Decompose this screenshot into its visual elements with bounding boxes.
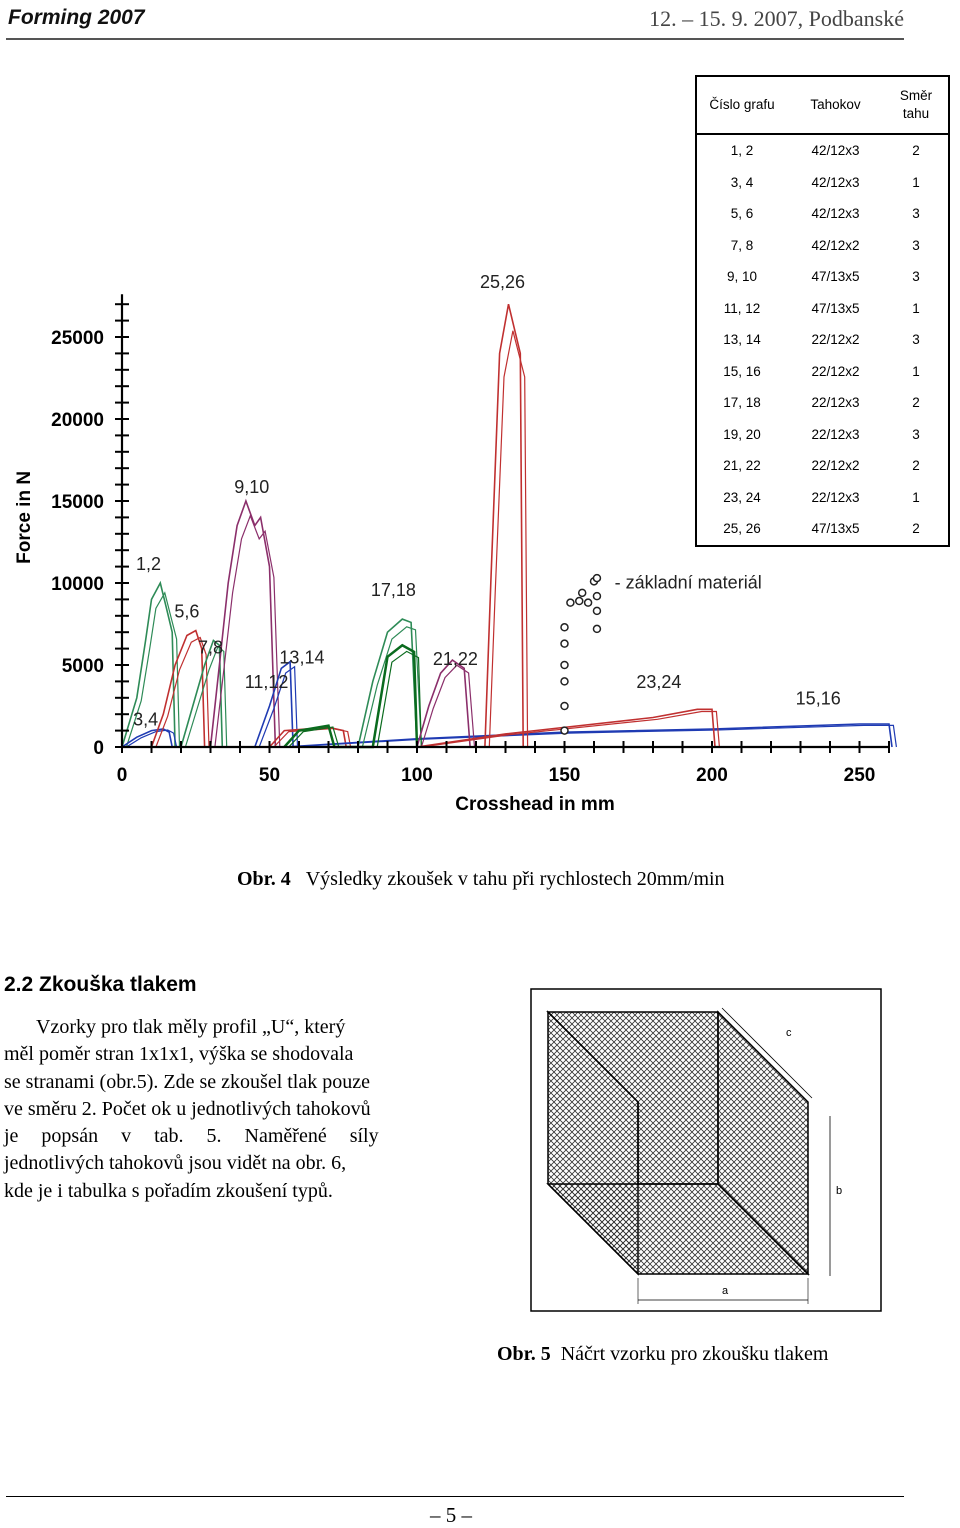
x-tick-label: 100 — [401, 765, 433, 786]
table-cell: 22/12x2 — [811, 458, 860, 474]
table-cell: 3 — [912, 206, 920, 222]
x-tick-label: 50 — [258, 765, 281, 786]
table-row — [696, 134, 949, 167]
figure-5-caption — [497, 1343, 828, 1366]
table-cell: 47/13x5 — [811, 521, 860, 537]
table-row — [696, 167, 949, 199]
series-label: 11,12 — [244, 671, 289, 692]
base-material-point — [567, 599, 574, 606]
table-cell: 15, 16 — [723, 363, 761, 379]
x-tick-label: 0 — [116, 765, 128, 786]
table-cell: 1, 2 — [730, 143, 754, 159]
y-tick-label: 25000 — [51, 328, 104, 349]
legend-marker-point — [593, 575, 600, 582]
base-material-point — [561, 727, 568, 734]
dimension-b-label: b — [836, 1185, 843, 1197]
series-label: 1,2 — [136, 553, 162, 574]
table-cell: 3 — [912, 269, 920, 285]
y-tick-label: 20000 — [51, 410, 104, 431]
table-cell: 3 — [912, 332, 920, 348]
body-line: ve směru 2. Počet ok u jednotlivých tahokovů — [4, 1097, 371, 1120]
logo-text: Forming 2007 — [8, 6, 145, 29]
x-tick-label: 200 — [696, 765, 728, 786]
col-header-tahokov: Tahokov — [787, 76, 884, 134]
base-material-point — [593, 625, 600, 632]
dimension-c-label: c — [786, 1027, 792, 1039]
x-axis-label: Crosshead in mm — [455, 794, 615, 815]
table-cell: 17, 18 — [723, 395, 761, 411]
series-label: 17,18 — [370, 580, 416, 601]
table-cell: 42/12x3 — [811, 206, 860, 222]
series-label: 21,22 — [432, 649, 478, 669]
series-line-pair-9-10 — [215, 516, 280, 747]
table-cell: 1 — [912, 174, 920, 190]
table-header-row — [696, 76, 949, 134]
table-cell: 11, 12 — [723, 300, 761, 316]
table-cell: 3, 4 — [730, 174, 754, 190]
base-material-point — [593, 607, 600, 614]
header-date-place: 12. – 15. 9. 2007, Podbanské — [649, 6, 904, 31]
table-cell: 47/13x5 — [811, 300, 860, 316]
table-cell: 47/13x5 — [811, 269, 860, 285]
y-tick-label: 5000 — [61, 656, 104, 677]
table-cell: 22/12x3 — [811, 489, 860, 505]
base-material-point — [576, 598, 583, 605]
table-cell: 3 — [912, 237, 920, 253]
table-cell: 42/12x3 — [811, 143, 860, 159]
y-axis-label: Force in N — [14, 470, 35, 564]
table-cell: 42/12x2 — [811, 237, 860, 253]
chart-series-labels-group — [133, 272, 841, 730]
table-cell: 42/12x3 — [811, 174, 860, 190]
figure-5-text: Náčrt vzorku pro zkoušku tlakem — [560, 1343, 829, 1365]
series-label: 25,26 — [480, 271, 526, 292]
table-cell: 1 — [912, 363, 920, 379]
table-cell: 1 — [912, 300, 920, 316]
chart-series-group — [122, 304, 896, 747]
col-header-graph-number: Číslo grafu — [696, 76, 787, 134]
table-cell: 2 — [912, 458, 920, 474]
x-tick-label: 250 — [843, 765, 876, 786]
series-line-25-26 — [485, 304, 523, 747]
figure-5-number: Obr. 5 — [497, 1343, 551, 1365]
table-cell: 2 — [912, 143, 920, 159]
base-material-point — [561, 678, 568, 685]
table-cell: 22/12x3 — [811, 426, 860, 442]
x-tick-label: 150 — [548, 765, 581, 786]
body-line: měl poměr stran 1x1x1, výška se shodovala — [4, 1043, 354, 1066]
body-line: Vzorky pro tlak měly profil „U“, který — [36, 1016, 346, 1038]
body-line: jednotlivých tahokovů jsou vidět na obr. 6, — [4, 1152, 347, 1175]
series-label: 13,14 — [279, 647, 325, 668]
body-line: kde je i tabulka s pořadím zkoušení typů. — [4, 1179, 333, 1202]
table-cell: 21, 22 — [723, 458, 761, 474]
legend-note: - základní materiál — [614, 572, 762, 593]
table-cell: 13, 14 — [723, 332, 761, 348]
base-material-point — [593, 593, 600, 600]
table-cell: 1 — [912, 489, 920, 505]
table-row — [696, 198, 949, 230]
base-material-point — [561, 703, 568, 710]
y-tick-label: 15000 — [51, 492, 104, 513]
base-material-point — [561, 624, 568, 631]
y-tick-label: 10000 — [51, 574, 104, 595]
table-cell: 22/12x3 — [811, 395, 860, 411]
series-label: 5,6 — [174, 601, 200, 622]
base-material-point — [579, 589, 586, 596]
section-body — [4, 1014, 440, 1205]
base-material-point — [585, 599, 592, 606]
table-cell: 2 — [912, 521, 920, 537]
base-material-point — [561, 662, 568, 669]
table-cell: 23, 24 — [723, 489, 761, 505]
base-material-points-group — [561, 573, 762, 734]
series-label: 3,4 — [133, 709, 159, 730]
table-cell: 2 — [912, 395, 920, 411]
body-line: je popsán v tab. 5. Naměřené síly — [4, 1125, 379, 1148]
footer-divider — [6, 1496, 904, 1497]
series-label: 23,24 — [636, 671, 682, 692]
figure-4-caption — [237, 868, 725, 891]
y-tick-label: 0 — [93, 738, 104, 759]
table-cell: 5, 6 — [730, 206, 754, 222]
table-cell: 3 — [912, 426, 920, 442]
series-label: 9,10 — [234, 476, 270, 497]
dimension-a-label: a — [722, 1285, 729, 1297]
series-label: 7,8 — [197, 637, 224, 658]
header-divider — [6, 38, 904, 40]
specimen-sketch — [530, 988, 882, 1312]
table-cell: 19, 20 — [723, 426, 761, 442]
table-cell: 22/12x2 — [811, 332, 860, 348]
table-cell: 7, 8 — [730, 237, 754, 253]
series-line-9-10 — [211, 501, 276, 747]
section-heading: 2.2 Zkouška tlakem — [4, 973, 197, 996]
base-material-point — [561, 640, 568, 647]
table-cell: 25, 26 — [723, 521, 761, 537]
col-header-direction: Směr tahu — [884, 76, 949, 134]
figure-4-number: Obr. 4 — [237, 868, 291, 890]
figure-4-text: Výsledky zkoušek v tahu při rychlostech 20mm/min — [305, 868, 725, 890]
series-label: 15,16 — [795, 688, 841, 709]
tensile-test-chart — [0, 255, 900, 825]
table-cell: 9, 10 — [726, 269, 758, 285]
page-number: – 5 – — [430, 1503, 472, 1527]
body-line: se stranami (obr.5). Zde se zkoušel tlak pouze — [4, 1070, 370, 1093]
forming-logo — [6, 4, 166, 30]
table-cell: 22/12x2 — [811, 363, 860, 379]
